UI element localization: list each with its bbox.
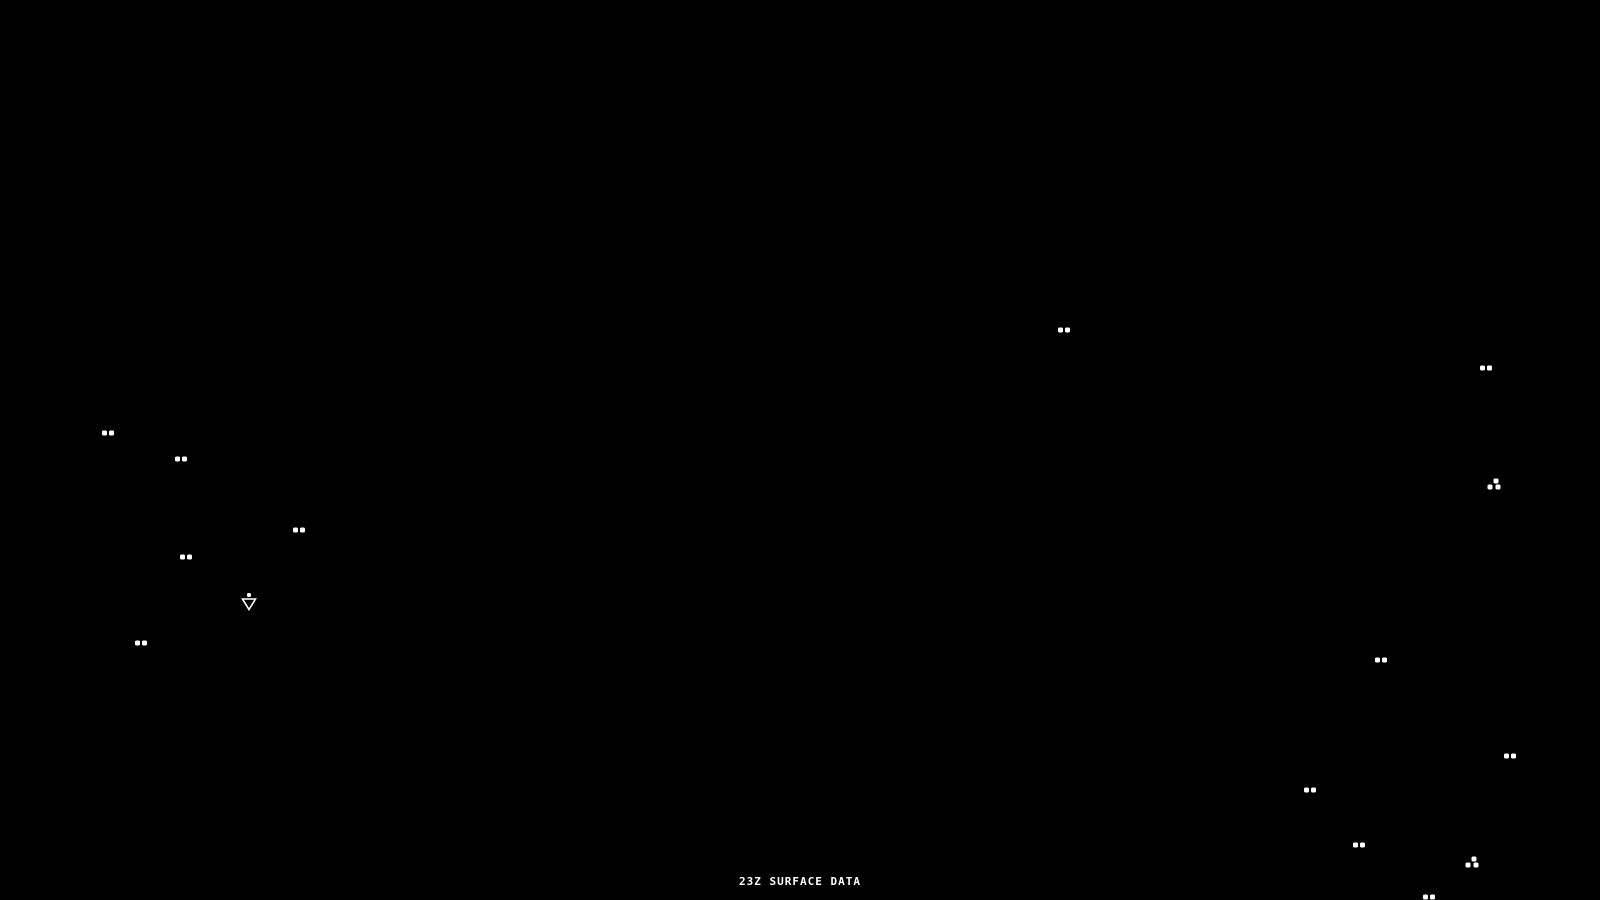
map-caption: 23Z SURFACE DATA	[739, 875, 861, 888]
rain-dot-icon	[247, 593, 251, 597]
weather-symbol-light-rain	[135, 641, 147, 646]
rain-dot-icon	[1496, 485, 1501, 490]
rain-dot-icon	[1430, 895, 1435, 900]
rain-dot-icon	[1353, 843, 1358, 848]
rain-dot-icon	[187, 555, 192, 560]
rain-dot-icon	[182, 457, 187, 462]
rain-dot-icon	[102, 431, 107, 436]
rain-dot-icon	[1474, 863, 1479, 868]
weather-symbol-rain-shower	[241, 593, 257, 611]
rain-dot-icon	[180, 555, 185, 560]
weather-symbol-light-rain	[1423, 895, 1435, 900]
weather-symbol-light-rain	[180, 555, 192, 560]
rain-dot-icon	[1488, 485, 1493, 490]
rain-dot-icon	[293, 528, 298, 533]
rain-dot-icon	[109, 431, 114, 436]
rain-dot-icon	[1304, 788, 1309, 793]
rain-dot-icon	[1058, 328, 1063, 333]
rain-dot-icon	[1511, 754, 1516, 759]
rain-dot-icon	[1423, 895, 1428, 900]
weather-symbol-moderate-rain	[1488, 479, 1501, 490]
rain-dot-icon	[1494, 479, 1499, 484]
rain-dot-icon	[1480, 366, 1485, 371]
weather-symbol-light-rain	[293, 528, 305, 533]
rain-dot-icon	[1382, 658, 1387, 663]
rain-dot-icon	[1466, 863, 1471, 868]
rain-dot-icon	[300, 528, 305, 533]
rain-dot-icon	[1487, 366, 1492, 371]
rain-dot-icon	[1375, 658, 1380, 663]
rain-dot-icon	[1311, 788, 1316, 793]
shower-triangle-icon	[241, 598, 257, 611]
rain-dot-icon	[1360, 843, 1365, 848]
weather-symbol-light-rain	[175, 457, 187, 462]
weather-symbol-light-rain	[1304, 788, 1316, 793]
rain-dot-icon	[135, 641, 140, 646]
weather-symbol-light-rain	[102, 431, 114, 436]
weather-symbol-light-rain	[1353, 843, 1365, 848]
weather-symbol-light-rain	[1504, 754, 1516, 759]
rain-dot-icon	[175, 457, 180, 462]
weather-symbol-light-rain	[1058, 328, 1070, 333]
weather-symbol-light-rain	[1375, 658, 1387, 663]
weather-symbol-moderate-rain	[1466, 857, 1479, 868]
rain-dot-icon	[1472, 857, 1477, 862]
weather-symbol-light-rain	[1480, 366, 1492, 371]
rain-dot-icon	[1504, 754, 1509, 759]
rain-dot-icon	[142, 641, 147, 646]
rain-dot-icon	[1065, 328, 1070, 333]
